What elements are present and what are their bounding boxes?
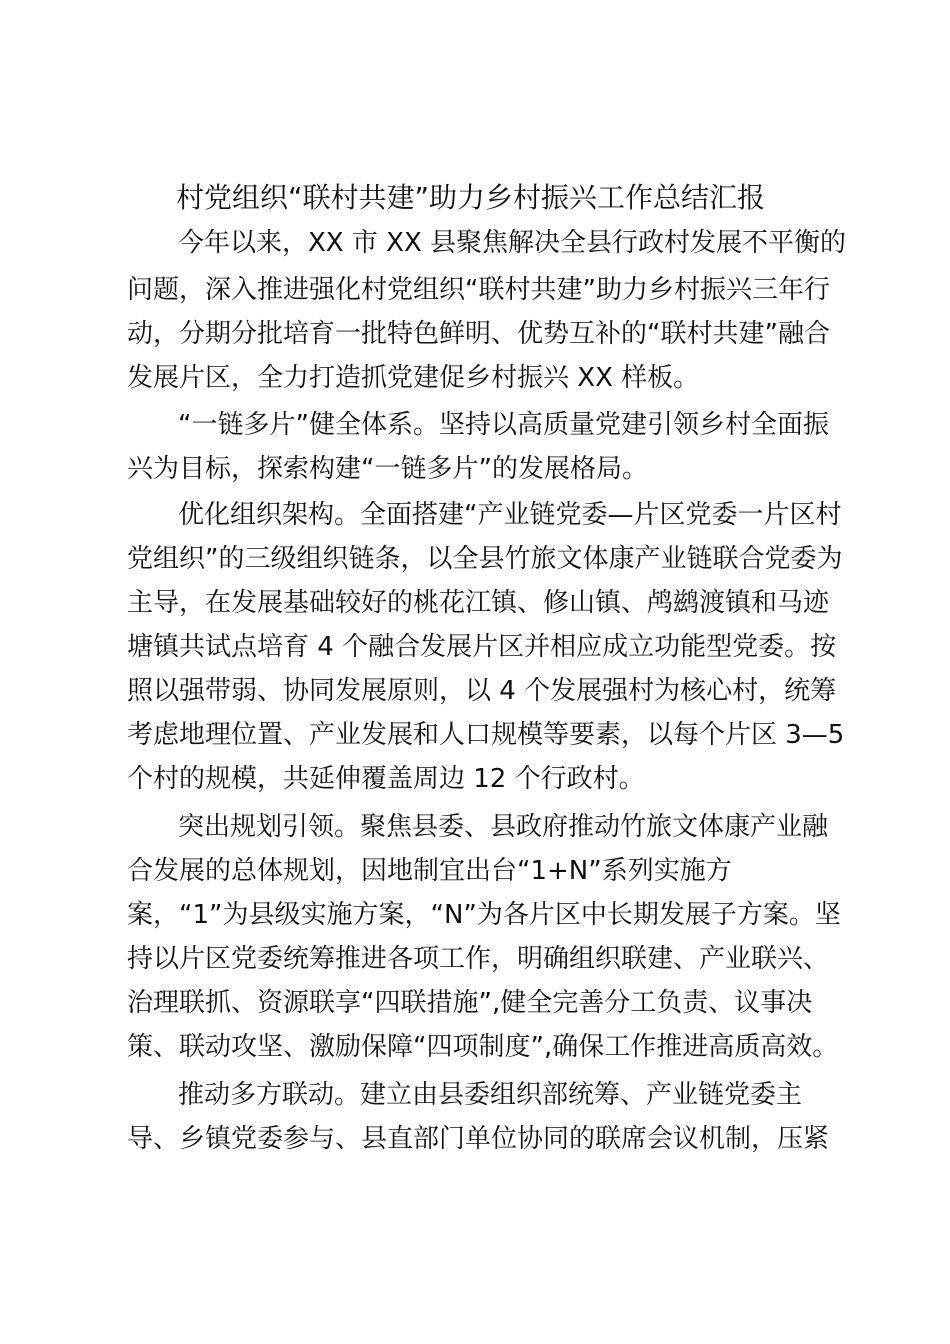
paragraph-line: 考虑地理位置、产业发展和人口规模等要素，以每个片区 3—5	[127, 720, 845, 750]
paragraph-line: 问题，深入推进强化村党组织“联村共建”助力乡村振兴三年行	[127, 275, 830, 305]
paragraph-line: 兴为目标，探索构建“一链多片”的发展格局。	[127, 454, 648, 484]
paragraph-line: 照以强带弱、协同发展原则，以 4 个发展强村为核心村，统筹	[127, 676, 837, 706]
paragraph-line: 导、乡镇党委参与、县直部门单位协同的联席会议机制，压紧	[127, 1124, 830, 1154]
paragraph-line: “一链多片”健全体系。坚持以高质量党建引领乡村全面振	[178, 410, 829, 440]
paragraph-line: 案，“1”为县级实施方案，“N”为各片区中长期发展子方案。坚	[127, 900, 841, 930]
paragraph-line: 策、联动攻坚、激励保障“四项制度”,确保工作推进高质高效。	[127, 1032, 839, 1062]
paragraph-line: 优化组织架构。全面搭建“产业链党委—片区党委一片区村	[178, 500, 842, 530]
paragraph-line: 主导，在发展基础较好的桃花江镇、修山镇、鸬鹚渡镇和马迹	[127, 588, 830, 618]
paragraph-line: 党组织”的三级组织链条，以全县竹旅文体康产业链联合党委为	[127, 544, 843, 574]
paragraph-line: 合发展的总体规划，因地制宜出台“1+N”系列实施方	[127, 856, 732, 886]
paragraph-line: 发展片区，全力打造抓党建促乡村振兴 XX 样板。	[127, 363, 700, 393]
paragraph-line: 个村的规模，共延伸覆盖周边 12 个行政村。	[127, 764, 645, 794]
paragraph-line: 突出规划引领。聚焦县委、县政府推动竹旅文体康产业融	[178, 812, 829, 842]
paragraph-line: 治理联抓、资源联享“四联措施”,健全完善分工负责、议事决	[127, 988, 813, 1018]
document-title: 村党组织“联村共建”助力乡村振兴工作总结汇报	[176, 181, 766, 214]
paragraph-line: 塘镇共试点培育 4 个融合发展片区并相应成立功能型党委。按	[127, 632, 837, 662]
paragraph-line: 推动多方联动。建立由县委组织部统筹、产业链党委主	[178, 1080, 803, 1110]
paragraph-line: 今年以来，XX 市 XX 县聚焦解决全县行政村发展不平衡的	[178, 228, 847, 258]
paragraph-line: 动，分期分批培育一批特色鲜明、优势互补的“联村共建”融合	[127, 319, 830, 349]
paragraph-line: 持以片区党委统筹推进各项工作，明确组织联建、产业联兴、	[127, 944, 830, 974]
